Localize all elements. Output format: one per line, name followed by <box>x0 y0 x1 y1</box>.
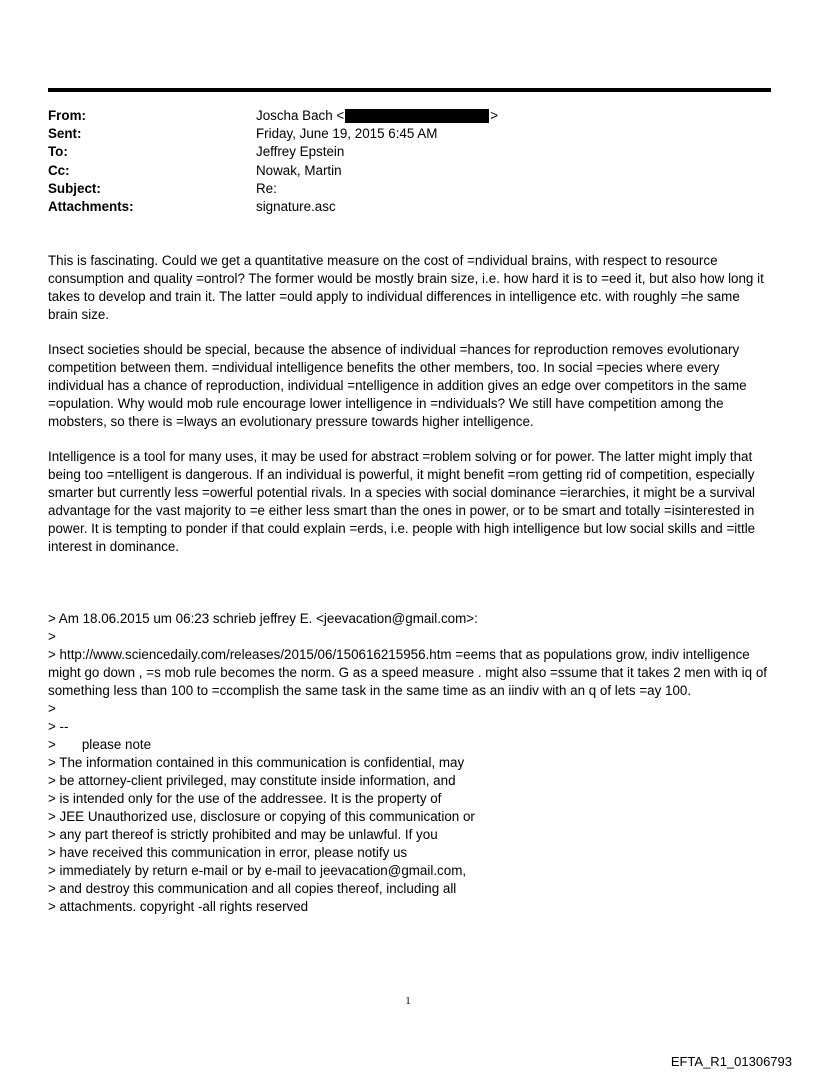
header-label: Subject: <box>48 180 101 196</box>
quote-message-text: > http://www.sciencedaily.com/releases/2015/06/150616215956.htm =eems that as populations grow, indiv intelligence might go down , =s mob rule becomes the norm. G as a speed measure . might also =ssume that it takes 2 men with iq of something less than 100 to =ccomplish the same task in the same time as an iindiv with an q of lets =ay 100. <box>48 647 767 698</box>
disclaimer-line: > is intended only for the use of the addressee. It is the property of <box>48 791 442 806</box>
disclaimer-line: > immediately by return e-mail or by e-mail to jeevacation@gmail.com, <box>48 863 467 878</box>
quote-blank-line: > <box>48 629 56 644</box>
header-label: Attachments: <box>48 198 134 214</box>
header-label: Cc: <box>48 162 70 178</box>
signature-separator: > -- <box>48 719 69 734</box>
header-attachments <box>48 198 768 216</box>
disclaimer-line: > have received this communication in error, please notify us <box>48 845 408 860</box>
quote-attribution: > Am 18.06.2015 um 06:23 schrieb jeffrey E. <jeevacation@gmail.com>: <box>48 611 478 626</box>
body-paragraph: Intelligence is a tool for many uses, it may be used for abstract =roblem solving or for power. The latter might imply that being too =ntelligent is dangerous. If an individual is powerful, it might benefit =rom getting rid of competition, especially smarter but currently less =owerful potential rivals. In a species with social dominance =ierarchies, it might be a survival advantage for the vast majority to =e either less smart than the ones in power, or to be smart and totally =isinterested in power. It is tempting to ponder if that could explain =erds, i.e. people with high intelligence but low social skills and =ittle interest in dominance. <box>48 449 756 554</box>
header-value <box>256 107 498 125</box>
disclaimer-line: > be attorney-client privileged, may constitute inside information, and <box>48 773 456 788</box>
header-label: To: <box>48 144 68 160</box>
header-value: Nowak, Martin <box>256 162 342 178</box>
disclaimer-line: > any part thereof is strictly prohibited and may be unlawful. If you <box>48 827 438 842</box>
disclaimer-line: > The information contained in this communication is confidential, may <box>48 755 465 770</box>
header-from <box>48 107 768 125</box>
header-value: Re: <box>256 180 277 196</box>
quoted-message <box>48 610 770 916</box>
attachment-link[interactable]: signature.asc <box>256 198 336 214</box>
bates-number: EFTA_R1_01306793 <box>670 1054 792 1069</box>
from-close-bracket: > <box>490 108 499 123</box>
disclaimer-line: > attachments. copyright -all rights reserved <box>48 899 309 914</box>
signature-note: > please note <box>48 737 152 752</box>
header-sent <box>48 125 768 143</box>
header-subject <box>48 180 768 198</box>
email-body <box>48 252 770 573</box>
header-to <box>48 143 768 161</box>
header-cc <box>48 162 768 180</box>
header-rule <box>48 88 771 92</box>
header-label: From: <box>48 108 86 123</box>
email-headers <box>48 107 768 216</box>
body-paragraph: This is fascinating. Could we get a quantitative measure on the cost of =ndividual brains, with respect to resource consumption and quality =ontrol? The former would be mostly brain size, i.e. how hard it is to =eed it, but also how long it takes to develop and train it. The latter =ould apply to individual differences in intelligence etc. with roughly =he same brain size. <box>48 253 764 322</box>
header-label: Sent: <box>48 126 82 142</box>
body-paragraph: Insect societies should be special, because the absence of individual =hances for reproduction removes evolutionary competition between them. =ndividual intelligence benefits the other members, too. In social =pecies where every individual has a chance of reproduction, individual =ntelligence in addition gives an edge over competitors in the same =opulation. Why would mob rule encourage lower intelligence in =ndividuals? We still have competition among the mobsters, so there is =lways an evolutionary pressure towards higher intelligence. <box>48 342 747 429</box>
disclaimer-line: > and destroy this communication and all copies thereof, including all <box>48 881 457 896</box>
page-number: 1 <box>405 995 411 1007</box>
quote-blank-line: > <box>48 701 56 716</box>
from-name: Joscha Bach < <box>256 108 345 123</box>
disclaimer-line: > JEE Unauthorized use, disclosure or copying of this communication or <box>48 809 475 824</box>
redaction-box <box>345 109 489 123</box>
header-value: Friday, June 19, 2015 6:45 AM <box>256 126 438 142</box>
header-value: Jeffrey Epstein <box>256 144 345 160</box>
